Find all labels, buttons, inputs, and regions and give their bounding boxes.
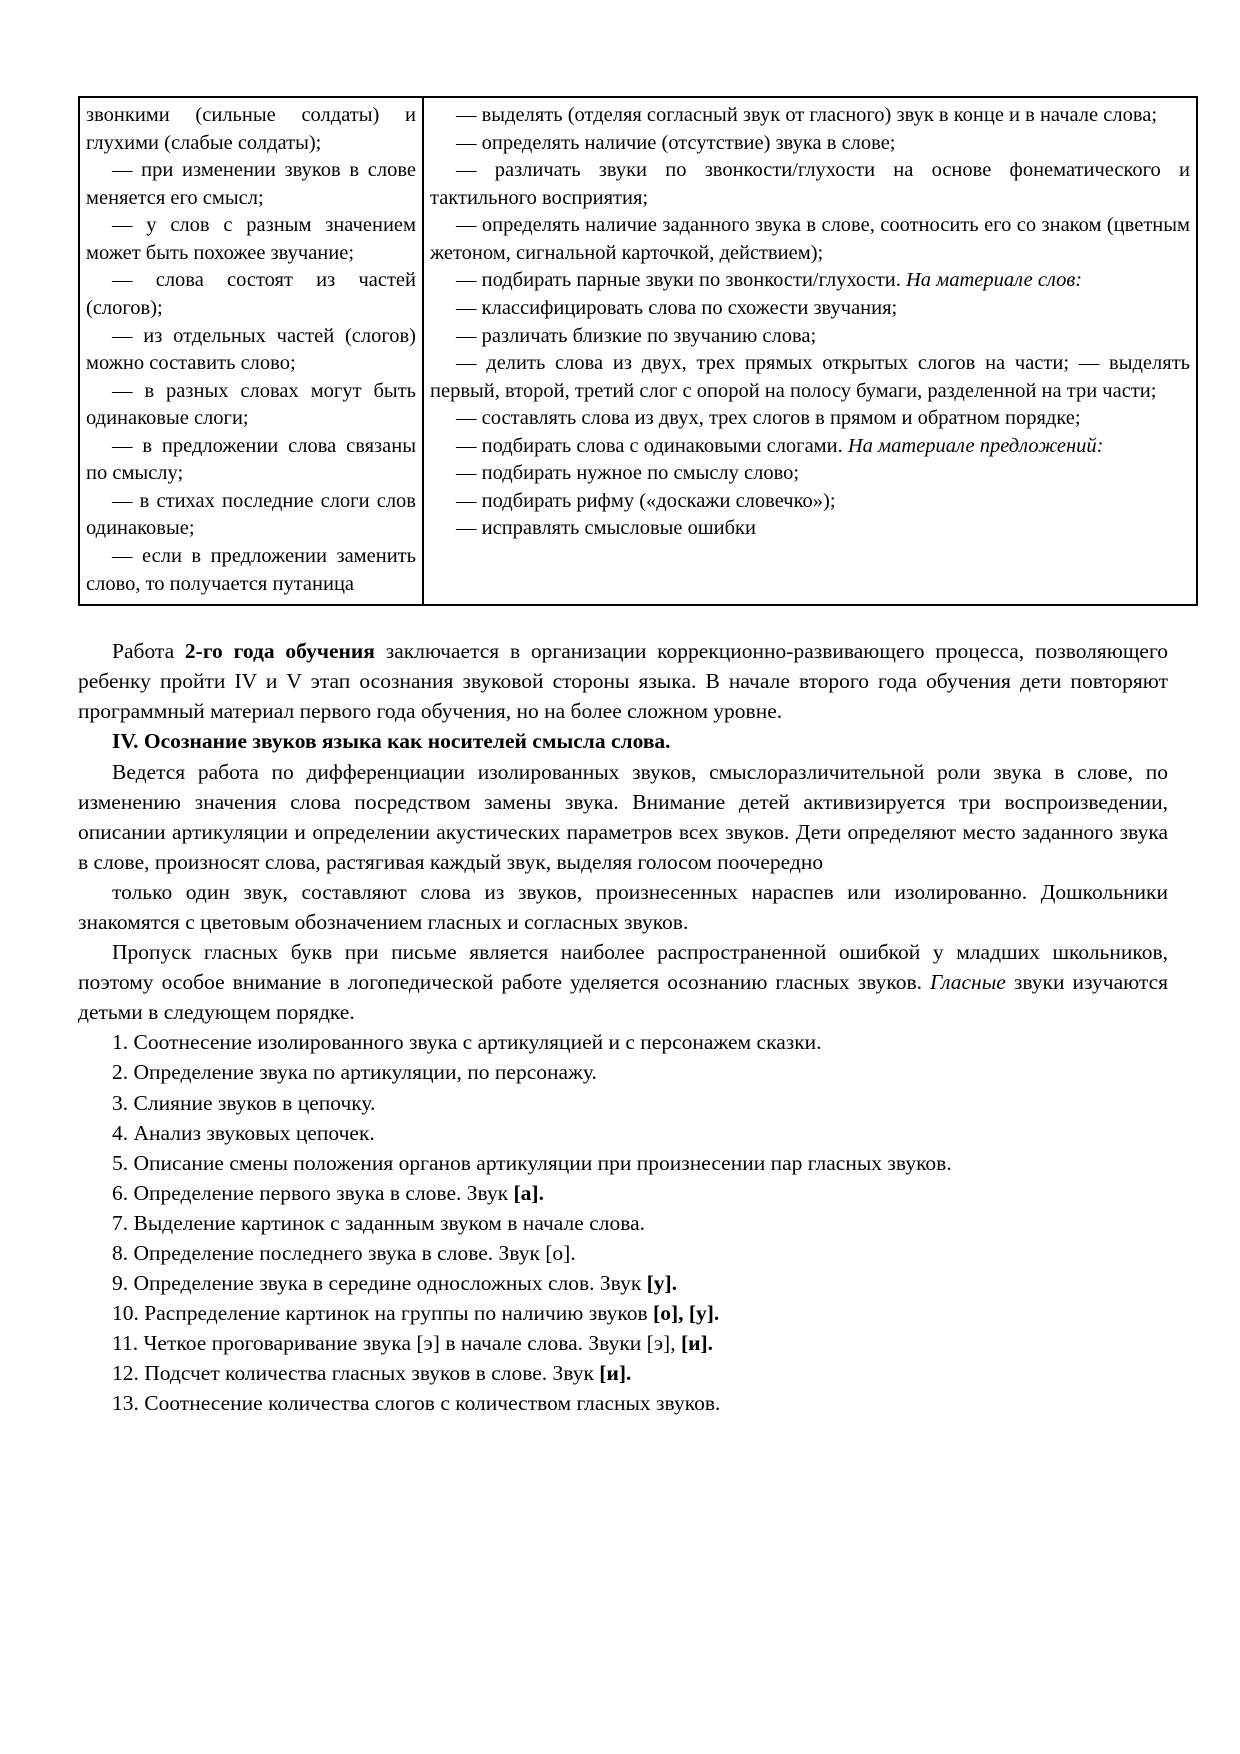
list-item-number: 10. (112, 1301, 139, 1326)
list-item-text: Определение звука в середине односложных слов. Звук (128, 1271, 647, 1296)
paragraph-differentiation: Ведется работа по дифференциации изолированных звуков, смыслоразличительной роли звука в слове, по изменению значения слова посредством замены звука. Внимание детей активизируется три воспроизведении, описании артикуляции и определении акустических параметров всех звуков. Дети определяют место заданного звука в слове, произносят слова, растягивая каждый звук, выделяя голосом поочередно (78, 759, 1168, 874)
list-item-text: Выделение картинок с заданным звуком в начале слова. (128, 1210, 645, 1235)
list-item-number: 8. (112, 1241, 129, 1265)
list-item (78, 1388, 1168, 1418)
list-item (78, 1088, 1168, 1118)
right-line-9: — составлять слова из двух, трех слогов в прямом и обратном порядке; (456, 407, 1081, 430)
list-item-text: Описание смены положения органов артикуляции при произнесении пар гласных звуков. (128, 1150, 952, 1175)
left-line-9: — если в предложении заменить слово, то получается путаница (86, 545, 416, 595)
right-line-10-italic: На материале предложений: (847, 434, 1104, 457)
list-item-number: 2. (112, 1060, 129, 1085)
list-item (78, 1298, 1168, 1328)
right-line-5-text: — подбирать парные звуки по звонкости/глухости. (456, 269, 901, 292)
left-line-2: — при изменении звуков в слове меняется его смысл; (86, 159, 416, 209)
left-line-1: звонкими (сильные солдаты) и глухими (слабые солдаты); (86, 104, 416, 154)
right-line-6: — классифицировать слова по схожести звучания; (456, 296, 898, 319)
para1-pre: Работа (112, 639, 185, 664)
para1-post: заключается в организации коррекционно-развивающего процесса, позволяющего ребенку пройти IV и V этап осознания звуковой стороны языка. В начале второго года обучения дети повторяют программный материал первого года обучения, но на более сложном уровне. (78, 639, 1168, 724)
list-item-text: Четкое проговаривание звука [э] в начале слова. Звуки [э], (138, 1331, 681, 1356)
list-item-number: 12. (112, 1361, 139, 1386)
right-line-4: — определять наличие заданного звука в слове, соотносить его со знаком (цветным жетоном, сигнальной карточкой, действием); (430, 214, 1190, 264)
list-item-bold: [а]. (513, 1180, 544, 1205)
paragraph-year-two (78, 636, 1168, 726)
list-item-text: Слияние звуков в цепочку. (128, 1090, 376, 1115)
table-row (79, 97, 1197, 605)
list-item-bold: [и]. (599, 1361, 632, 1386)
list-item (78, 1268, 1168, 1298)
left-line-4: — слова состоят из частей (слогов); (86, 269, 416, 319)
right-line-13: — исправлять смысловые ошибки (456, 517, 756, 540)
list-item-text: Подсчет количества гласных звуков в слове. Звук (138, 1361, 600, 1386)
list-item-number: 13. (112, 1391, 139, 1416)
list-item-bold: [о], [у]. (653, 1301, 720, 1326)
section-heading-iv: IV. Осознание звуков языка как носителей смысла слова. (112, 729, 671, 754)
body-text (78, 636, 1168, 1418)
list-item-number: 9. (112, 1271, 129, 1296)
list-item (78, 1358, 1168, 1388)
para1-bold: 2-го года обучения (184, 639, 375, 664)
para4-post: звуки изучаются детьми в следующем порядке. (78, 970, 1168, 1025)
right-line-3: — различать звуки по звонкости/глухости на основе фонематического и тактильного восприятия; (430, 159, 1190, 209)
left-line-8: — в стихах последние слоги слов одинаковые; (86, 489, 416, 540)
right-line-2: — определять наличие (отсутствие) звука в слове; (456, 131, 896, 154)
right-line-11: — подбирать нужное по смыслу слово; (456, 462, 800, 485)
list-item-text: Соотнесение изолированного звука с артикуляцией и с персонажем сказки. (128, 1030, 822, 1055)
list-item-text: Определение первого звука в слове. Звук (128, 1180, 514, 1205)
left-line-5: — из отдельных частей (слогов) можно составить слово; (86, 324, 416, 375)
list-item (78, 1238, 1168, 1268)
list-item-text: Определение звука по артикуляции, по персонажу. (128, 1060, 597, 1085)
paragraph-single-sound: только один звук, составляют слова из звуков, произнесенных нараспев или изолированно. Дошкольники знакомятся с цветовым обозначением гласных и согласных звуков. (78, 879, 1168, 934)
list-item-text: Соотнесение количества слогов с количеством гласных звуков. (138, 1391, 721, 1416)
left-line-7: — в предложении слова связаны по смыслу; (86, 434, 416, 485)
list-item-text: Распределение картинок на группы по наличию звуков (138, 1301, 654, 1326)
right-line-5-italic: На материале слов: (905, 269, 1083, 292)
list-item-text: Анализ звуковых цепочек. (128, 1120, 375, 1145)
list-item-number: 6. (112, 1180, 129, 1205)
para4-pre: Пропуск гласных букв при письме является наиболее распространенной ошибкой у младших школьников, поэтому особое внимание в логопедической работе уделяется осознанию гласных звуков. (78, 940, 1168, 995)
right-line-8: — делить слова из двух, трех прямых открытых слогов на части; — выделять первый, второй, третий слог с опорой на полосу бумаги, разделенной на три части; (430, 352, 1190, 402)
right-line-12: — подбирать рифму («доскажи словечко»); (456, 489, 836, 512)
right-line-10 (430, 433, 1190, 461)
right-line-10-text: — подбирать слова с одинаковыми слогами. (456, 434, 843, 457)
list-item-number: 5. (112, 1150, 129, 1175)
list-item (78, 1027, 1168, 1057)
para4-italic: Гласные (930, 970, 1006, 995)
right-line-1: — выделять (отделяя согласный звук от гласного) звук в конце и в начале слова; (456, 104, 1158, 126)
list-item (78, 1328, 1168, 1358)
list-item-bold: [у]. (646, 1271, 678, 1296)
list-item-number: 1. (112, 1030, 129, 1055)
ordered-steps-list (78, 1027, 1168, 1418)
left-line-6: — в разных словах могут быть одинаковые слоги; (86, 379, 416, 430)
list-item-bold: [и]. (680, 1331, 714, 1356)
left-line-3: — у слов с разным значением может быть похожее звучание; (86, 214, 416, 264)
table-cell-skills (423, 97, 1197, 605)
list-item-number: 4. (112, 1120, 129, 1145)
list-item (78, 1118, 1168, 1148)
right-line-5 (430, 267, 1190, 295)
paragraph-vowel-omission (78, 937, 1168, 1027)
list-item-text: Определение последнего звука в слове. Звук [о]. (128, 1241, 576, 1265)
list-item-number: 11. (112, 1331, 139, 1356)
list-item (78, 1208, 1168, 1238)
table-cell-knowledge (79, 97, 423, 605)
right-line-7: — различать близкие по звучанию слова; (456, 324, 817, 347)
list-item (78, 1148, 1168, 1178)
list-item-number: 3. (112, 1090, 129, 1115)
list-item (78, 1178, 1168, 1208)
list-item (78, 1057, 1168, 1087)
requirements-table (78, 96, 1198, 606)
list-item-number: 7. (112, 1210, 129, 1235)
